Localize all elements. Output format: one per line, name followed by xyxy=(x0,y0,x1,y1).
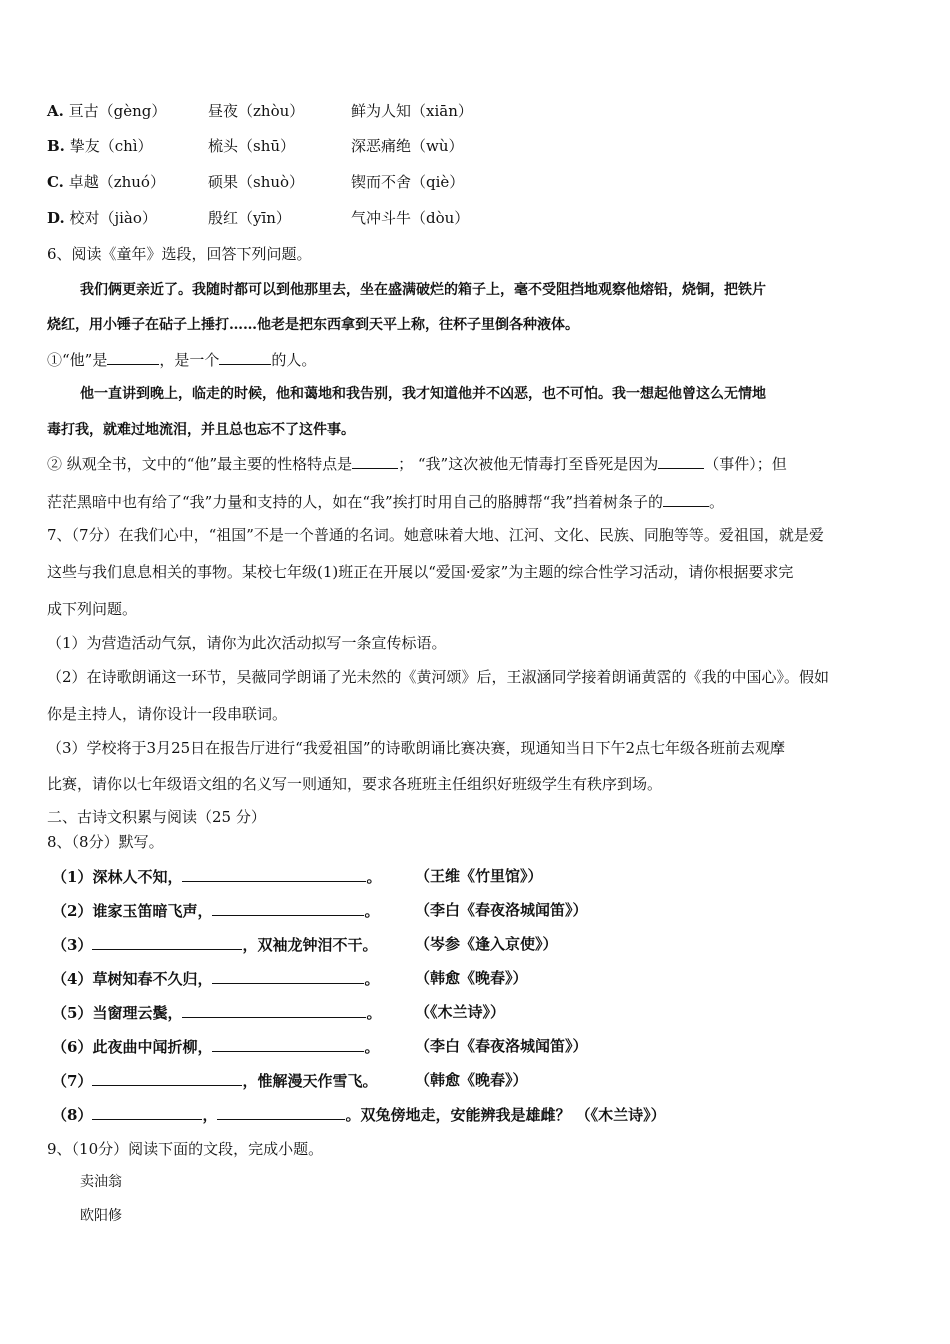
answer-blank[interactable] xyxy=(92,1104,202,1120)
q8-item-6-source: （李白《春夜洛城闻笛》） xyxy=(415,1037,588,1055)
q8-item-4: （4）草树知春不久归， 。 xyxy=(52,970,380,988)
option-b-item-2: 梳头（shū） xyxy=(208,137,296,155)
q8-item-2: （2）谁家玉笛暗飞声， 。 xyxy=(52,902,380,920)
q8-item-3-source: （岑参《逢入京使》） xyxy=(415,935,558,953)
answer-blank[interactable] xyxy=(182,1002,366,1018)
q8-item-5-source: （《木兰诗》） xyxy=(415,1003,506,1021)
section-2-heading: 二、古诗文积累与阅读（25 分） xyxy=(47,808,266,826)
q8-item-1-source: （王维《竹里馆》） xyxy=(415,867,543,885)
passage-author: 欧阳修 xyxy=(80,1208,122,1224)
answer-blank[interactable] xyxy=(92,934,242,950)
option-a-item-3: 鲜为人知（xiān） xyxy=(351,102,473,120)
q7-line1: 7、（7分）在我们心中，“祖国”不是一个普通的名词。她意味着大地、江河、文化、民族、同胞等等。爱祖国，就是爱 xyxy=(47,526,824,544)
answer-blank[interactable] xyxy=(352,453,398,469)
answer-blank[interactable] xyxy=(107,349,159,365)
answer-blank[interactable] xyxy=(217,1104,345,1120)
q8-item-7: （7） ，惟解漫天作雪飞。 xyxy=(52,1072,378,1090)
q6-question1: ①“他”是 ，是一个 的人。 xyxy=(47,351,317,369)
option-c: C. 卓越（zhuó） xyxy=(47,173,165,191)
q7-sub3-line2: 比赛，请你以七年级语文组的名义写一则通知，要求各班班主任组织好班级学生有秩序到场。 xyxy=(47,775,663,793)
q7-line3: 成下列问题。 xyxy=(47,600,138,618)
q6-title: 6、阅读《童年》选段，回答下列问题。 xyxy=(47,245,312,263)
answer-blank[interactable] xyxy=(219,349,271,365)
q7-sub2-line1: （2）在诗歌朗诵这一环节，吴薇同学朗诵了光未然的《黄河颂》后，王淑涵同学接着朗诵黄霑的《我的中国心》。假如 xyxy=(47,668,830,686)
option-a-item-2: 昼夜（zhòu） xyxy=(208,102,305,120)
answer-blank[interactable] xyxy=(212,900,364,916)
q9-title: 9、（10分）阅读下面的文段，完成小题。 xyxy=(47,1140,324,1158)
q6-question2-line1: ② 纵观全书，文中的“他”最主要的性格特点是 ； “我”这次被他无情毒打至昏死是因为 （事件）；但 xyxy=(47,455,787,473)
answer-blank[interactable] xyxy=(658,453,704,469)
q8-item-2-source: （李白《春夜洛城闻笛》） xyxy=(415,901,588,919)
q8-item-8: （8） ， 。双兔傍地走，安能辨我是雄雌？ （《木兰诗》） xyxy=(52,1106,666,1124)
answer-blank[interactable] xyxy=(663,491,709,507)
q8-item-3: （3） ，双袖龙钟泪不干。 xyxy=(52,936,378,954)
option-b: B. 挚友（chì） xyxy=(47,137,153,155)
q6-passage1-line1: 我们俩更亲近了。我随时都可以到他那里去，坐在盛满破烂的箱子上，毫不受阻挡地观察他熔铅，烧铜，把铁片 xyxy=(80,282,766,298)
option-d: D. 校对（jiào） xyxy=(47,209,157,227)
q7-sub1: （1）为营造活动气氛，请你为此次活动拟写一条宣传标语。 xyxy=(47,634,447,652)
answer-blank[interactable] xyxy=(212,968,364,984)
answer-blank[interactable] xyxy=(92,1070,242,1086)
q7-sub2-line2: 你是主持人，请你设计一段串联词。 xyxy=(47,705,288,723)
answer-blank[interactable] xyxy=(212,1036,364,1052)
q8-item-5: （5）当窗理云鬓， 。 xyxy=(52,1004,382,1022)
option-b-item-3: 深恶痛绝（wù） xyxy=(351,137,464,155)
q8-item-7-source: （韩愈《晚春》） xyxy=(415,1071,528,1089)
option-c-item-2: 硕果（shuò） xyxy=(208,173,305,191)
q8-item-6: （6）此夜曲中闻折柳， 。 xyxy=(52,1038,380,1056)
q8-title: 8、（8分）默写。 xyxy=(47,833,164,851)
option-d-item-3: 气冲斗牛（dòu） xyxy=(351,209,470,227)
passage-title: 卖油翁 xyxy=(80,1174,122,1190)
option-c-item-3: 锲而不舍（qiè） xyxy=(351,173,465,191)
q6-passage2-line2: 毒打我，就难过地流泪，并且总也忘不了这件事。 xyxy=(47,422,355,438)
option-d-item-2: 殷红（yīn） xyxy=(208,209,291,227)
answer-blank[interactable] xyxy=(182,866,366,882)
option-a: A. 亘古（gèng） xyxy=(47,102,167,120)
q8-item-4-source: （韩愈《晚春》） xyxy=(415,969,528,987)
q6-passage2-line1: 他一直讲到晚上，临走的时候，他和蔼地和我告别，我才知道他并不凶恶，也不可怕。我一想起他曾这么无情地 xyxy=(80,386,766,402)
q7-sub3-line1: （3）学校将于3月25日在报告厅进行“我爱祖国”的诗歌朗诵比赛决赛，现通知当日下午2点七年级各班前去观摩 xyxy=(47,739,786,757)
q6-passage1-line2: 烧红，用小锤子在砧子上捶打……他老是把东西拿到天平上称，往杯子里倒各种液体。 xyxy=(47,317,579,333)
q6-question2-line2: 茫茫黑暗中也有给了“我”力量和支持的人，如在“我”挨打时用自己的胳膊帮“我”挡着树条子的 。 xyxy=(47,493,725,511)
q7-line2: 这些与我们息息相关的事物。某校七年级(1)班正在开展以“爱国·爱家”为主题的综合性学习活动，请你根据要求完 xyxy=(47,563,794,581)
q8-item-1: （1）深林人不知， 。 xyxy=(52,868,382,886)
